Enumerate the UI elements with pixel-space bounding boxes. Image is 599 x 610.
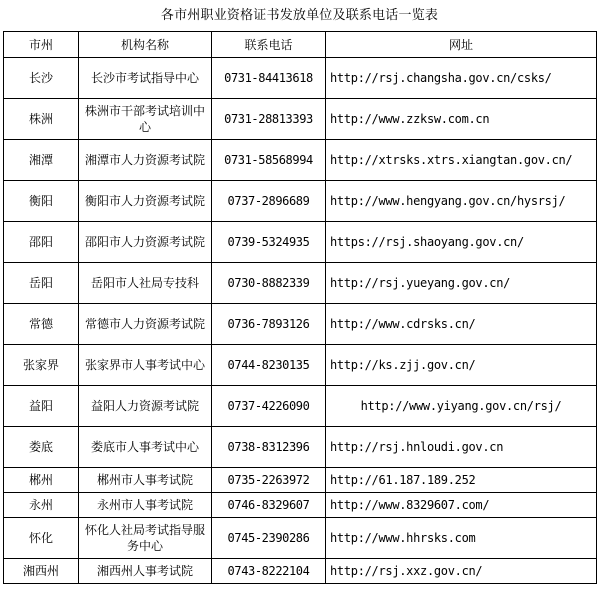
cell-city: 郴州 xyxy=(4,468,79,493)
cell-org: 怀化人社局考试指导服务中心 xyxy=(79,518,212,559)
cell-url[interactable]: http://rsj.xxz.gov.cn/ xyxy=(326,559,597,584)
cell-org: 岳阳市人社局专技科 xyxy=(79,263,212,304)
table-row xyxy=(4,99,597,140)
cell-org: 邵阳市人力资源考试院 xyxy=(79,222,212,263)
cell-url[interactable]: http://61.187.189.252 xyxy=(326,468,597,493)
cell-city: 邵阳 xyxy=(4,222,79,263)
certificate-office-table xyxy=(3,31,597,584)
column-header-city: 市州 xyxy=(4,32,79,58)
cell-org: 湘潭市人力资源考试院 xyxy=(79,140,212,181)
cell-url[interactable]: http://www.hengyang.gov.cn/hysrsj/ xyxy=(326,181,597,222)
table-row xyxy=(4,468,597,493)
cell-phone: 0739-5324935 xyxy=(212,222,326,263)
cell-phone: 0746-8329607 xyxy=(212,493,326,518)
cell-city: 怀化 xyxy=(4,518,79,559)
cell-org: 益阳人力资源考试院 xyxy=(79,386,212,427)
cell-phone: 0735-2263972 xyxy=(212,468,326,493)
cell-phone: 0737-4226090 xyxy=(212,386,326,427)
table-row xyxy=(4,263,597,304)
cell-phone: 0731-58568994 xyxy=(212,140,326,181)
column-header-url: 网址 xyxy=(326,32,597,58)
cell-city: 长沙 xyxy=(4,58,79,99)
cell-city: 张家界 xyxy=(4,345,79,386)
column-header-org: 机构名称 xyxy=(79,32,212,58)
cell-org: 株洲市干部考试培训中心 xyxy=(79,99,212,140)
cell-url[interactable]: http://www.8329607.com/ xyxy=(326,493,597,518)
column-header-phone: 联系电话 xyxy=(212,32,326,58)
cell-city: 娄底 xyxy=(4,427,79,468)
cell-url[interactable]: http://xtrsks.xtrs.xiangtan.gov.cn/ xyxy=(326,140,597,181)
cell-org: 娄底市人事考试中心 xyxy=(79,427,212,468)
table-row xyxy=(4,493,597,518)
cell-city: 永州 xyxy=(4,493,79,518)
cell-url[interactable]: http://rsj.yueyang.gov.cn/ xyxy=(326,263,597,304)
cell-org: 张家界市人事考试中心 xyxy=(79,345,212,386)
table-row xyxy=(4,518,597,559)
cell-phone: 0731-84413618 xyxy=(212,58,326,99)
cell-url[interactable]: http://rsj.changsha.gov.cn/csks/ xyxy=(326,58,597,99)
table-header-row xyxy=(4,32,597,58)
cell-org: 常德市人力资源考试院 xyxy=(79,304,212,345)
cell-url[interactable]: http://www.yiyang.gov.cn/rsj/ xyxy=(326,386,597,427)
cell-phone: 0745-2390286 xyxy=(212,518,326,559)
table-row xyxy=(4,140,597,181)
cell-phone: 0744-8230135 xyxy=(212,345,326,386)
cell-phone: 0737-2896689 xyxy=(212,181,326,222)
table-row xyxy=(4,559,597,584)
table-row xyxy=(4,181,597,222)
cell-city: 益阳 xyxy=(4,386,79,427)
table-row xyxy=(4,58,597,99)
cell-phone: 0743-8222104 xyxy=(212,559,326,584)
table-row xyxy=(4,222,597,263)
cell-url[interactable]: https://rsj.shaoyang.gov.cn/ xyxy=(326,222,597,263)
cell-org: 郴州市人事考试院 xyxy=(79,468,212,493)
cell-phone: 0738-8312396 xyxy=(212,427,326,468)
cell-city: 岳阳 xyxy=(4,263,79,304)
cell-city: 株洲 xyxy=(4,99,79,140)
cell-city: 湘西州 xyxy=(4,559,79,584)
document-title: 各市州职业资格证书发放单位及联系电话一览表 xyxy=(160,8,439,23)
cell-city: 常德 xyxy=(4,304,79,345)
cell-url[interactable]: http://www.zzksw.com.cn xyxy=(326,99,597,140)
table-row xyxy=(4,427,597,468)
cell-org: 衡阳市人力资源考试院 xyxy=(79,181,212,222)
table-row xyxy=(4,386,597,427)
cell-phone: 0730-8882339 xyxy=(212,263,326,304)
cell-org: 湘西州人事考试院 xyxy=(79,559,212,584)
cell-url[interactable]: http://www.hhrsks.com xyxy=(326,518,597,559)
cell-org: 长沙市考试指导中心 xyxy=(79,58,212,99)
table-row xyxy=(4,304,597,345)
cell-city: 衡阳 xyxy=(4,181,79,222)
cell-url[interactable]: http://rsj.hnloudi.gov.cn xyxy=(326,427,597,468)
cell-city: 湘潭 xyxy=(4,140,79,181)
cell-phone: 0731-28813393 xyxy=(212,99,326,140)
cell-phone: 0736-7893126 xyxy=(212,304,326,345)
cell-url[interactable]: http://www.cdrsks.cn/ xyxy=(326,304,597,345)
table-row xyxy=(4,345,597,386)
cell-url[interactable]: http://ks.zjj.gov.cn/ xyxy=(326,345,597,386)
cell-org: 永州市人事考试院 xyxy=(79,493,212,518)
